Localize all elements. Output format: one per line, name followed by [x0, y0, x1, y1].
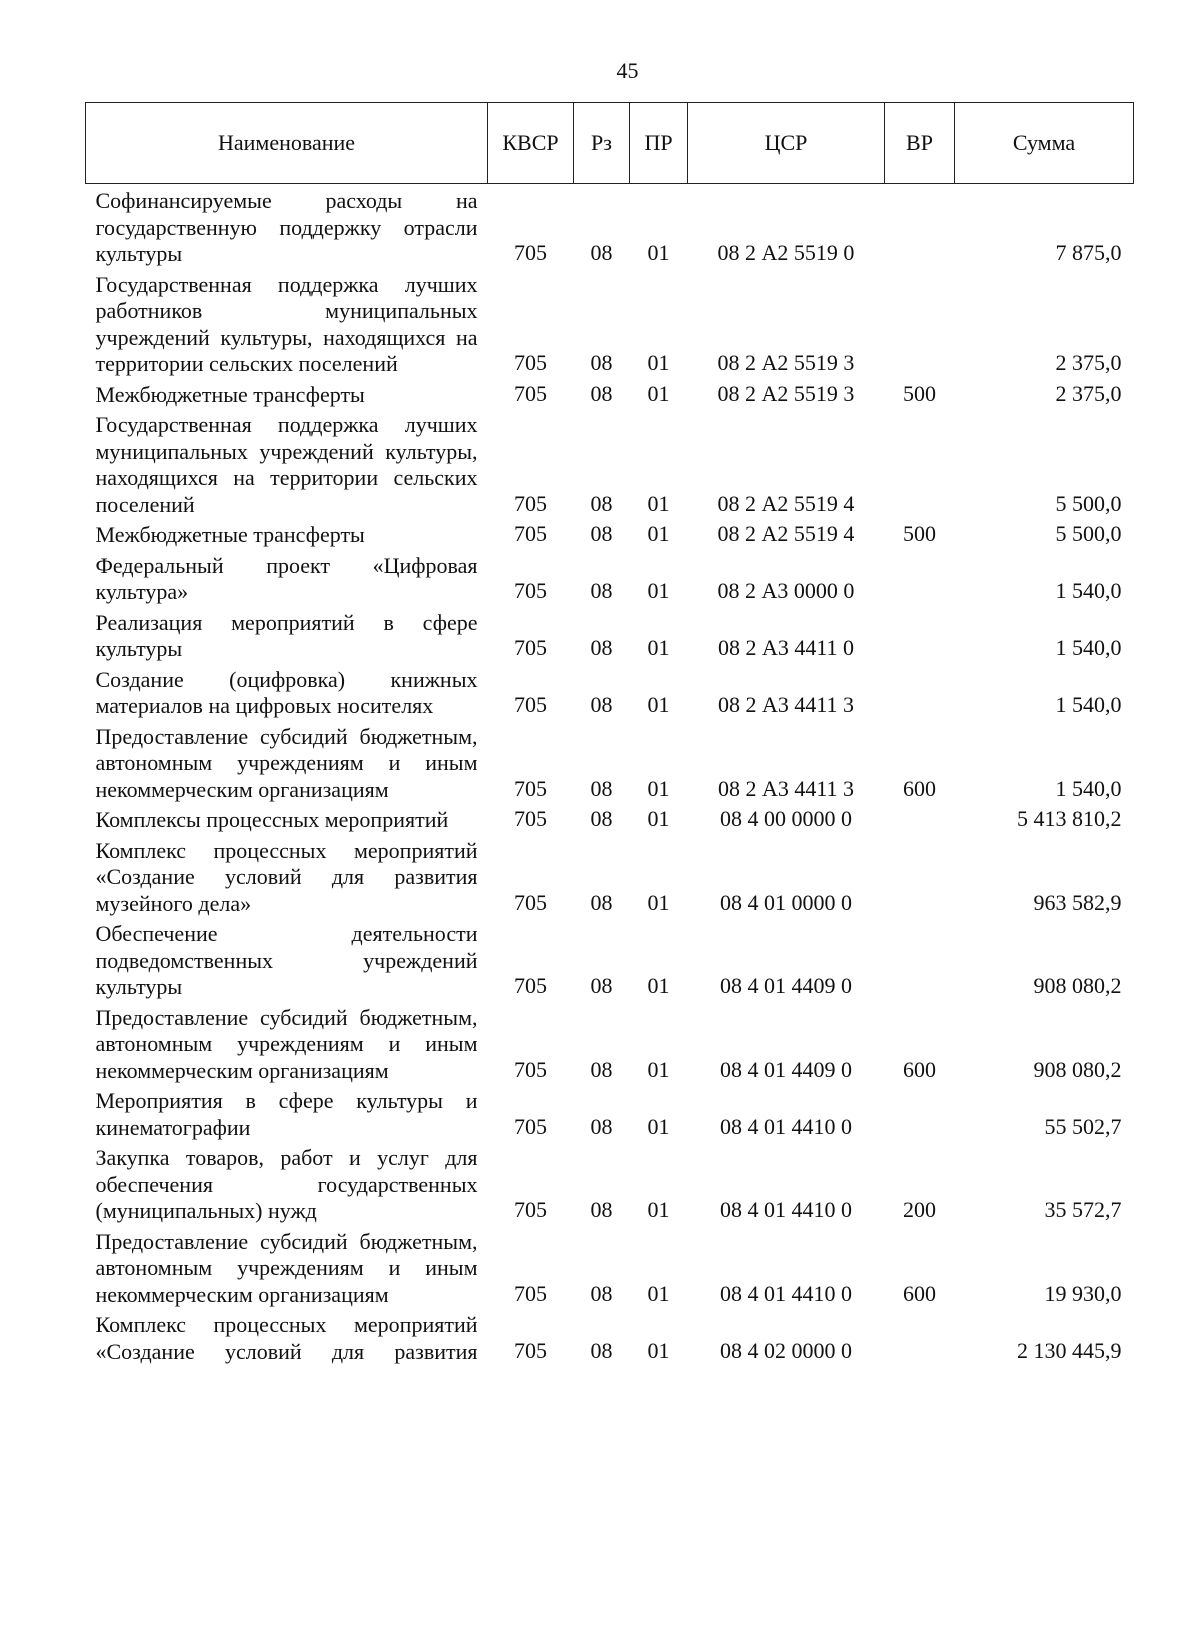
table-row	[86, 919, 1134, 1003]
cell-rz: 08	[590, 240, 613, 265]
cell-kvsr: 705	[514, 889, 547, 915]
cell-kvsr: 705	[514, 1197, 547, 1222]
cell-name: Комплексы процессных мероприятий	[95, 807, 449, 832]
cell-vr: 200	[903, 1197, 936, 1222]
cell-csr: 08 4 00 0000 0	[720, 806, 852, 831]
cell-name: Предоставление субсидий бюджетным, автономным учреждениям и иным некоммерческим организациям	[95, 1228, 478, 1307]
cell-vr	[885, 836, 955, 920]
cell-name: Предоставление субсидий бюджетным, автономным учреждениям и иным некоммерческим организациям	[95, 723, 478, 802]
table-row	[86, 836, 1134, 920]
cell-kvsr: 705	[514, 775, 547, 801]
cell-kvsr: 705	[514, 240, 547, 265]
cell-pr: 01	[647, 635, 670, 660]
cell-pr: 01	[647, 806, 670, 831]
cell-pr: 01	[647, 1280, 670, 1306]
cell-kvsr: 705	[514, 635, 547, 660]
table-row	[86, 1003, 1134, 1087]
table-row	[86, 520, 1134, 551]
cell-sum: 2 375,0	[1055, 380, 1122, 406]
table-body	[86, 184, 1134, 1368]
cell-vr	[885, 1310, 955, 1367]
cell-vr: 500	[903, 380, 936, 406]
cell-rz: 08	[590, 350, 613, 375]
cell-pr: 01	[647, 350, 670, 375]
cell-csr: 08 2 А3 4411 0	[717, 635, 855, 660]
cell-sum: 1 540,0	[1055, 775, 1122, 801]
cell-pr: 01	[647, 889, 670, 915]
cell-name: Государственная поддержка лучших муниципальных учреждений культуры, находящихся на территории сельских поселений	[95, 412, 478, 517]
cell-csr: 08 2 А2 5519 3	[717, 350, 855, 375]
cell-csr: 08 4 01 4409 0	[720, 1056, 852, 1082]
cell-rz: 08	[590, 380, 613, 406]
cell-name: Создание (оцифровка) книжных материалов на цифровых носителях	[95, 666, 478, 718]
cell-sum: 35 572,7	[1044, 1197, 1122, 1222]
cell-vr	[885, 665, 955, 722]
cell-name: Межбюджетные трансферты	[95, 381, 365, 407]
cell-sum: 908 080,2	[1033, 973, 1122, 998]
cell-rz: 08	[590, 490, 613, 516]
cell-rz: 08	[590, 1197, 613, 1222]
cell-sum: 1 540,0	[1055, 578, 1122, 603]
cell-kvsr: 705	[514, 490, 547, 516]
cell-vr: 500	[903, 521, 936, 546]
cell-vr	[885, 551, 955, 608]
cell-vr	[885, 919, 955, 1003]
cell-pr: 01	[647, 775, 670, 801]
cell-pr: 01	[647, 1337, 670, 1363]
cell-kvsr: 705	[514, 692, 547, 717]
table-row	[86, 805, 1134, 836]
cell-name: Предоставление субсидий бюджетным, автономным учреждениям и иным некоммерческим организациям	[95, 1004, 478, 1083]
cell-kvsr: 705	[514, 806, 547, 831]
cell-rz: 08	[590, 1280, 613, 1306]
cell-vr	[885, 805, 955, 836]
cell-vr: 600	[903, 775, 936, 801]
table-row	[86, 551, 1134, 608]
cell-csr: 08 4 01 0000 0	[720, 889, 852, 915]
cell-vr	[885, 1086, 955, 1143]
cell-rz: 08	[590, 889, 613, 915]
budget-table	[85, 102, 1134, 1367]
cell-name: Обеспечение деятельности подведомственных учреждений культуры	[95, 921, 478, 999]
cell-kvsr: 705	[514, 380, 547, 406]
cell-csr: 08 2 А2 5519 0	[717, 240, 855, 265]
cell-sum: 19 930,0	[1044, 1280, 1122, 1306]
table-row	[86, 1227, 1134, 1311]
table-header	[86, 103, 1134, 184]
header-vr: ВР	[885, 103, 955, 184]
cell-name: Закупка товаров, работ и услуг для обеспечения государственных (муниципальных) нужд	[95, 1145, 478, 1223]
cell-name: Реализация мероприятий в сфере культуры	[95, 609, 478, 661]
cell-sum: 5 500,0	[1055, 490, 1122, 516]
cell-vr	[885, 270, 955, 380]
cell-pr: 01	[647, 521, 670, 546]
cell-csr: 08 2 А3 4411 3	[717, 775, 855, 801]
cell-rz: 08	[590, 1056, 613, 1082]
cell-kvsr: 705	[514, 973, 547, 998]
cell-sum: 908 080,2	[1033, 1056, 1122, 1082]
cell-csr: 08 2 А3 4411 3	[717, 692, 855, 717]
cell-sum: 5 413 810,2	[1017, 806, 1122, 831]
cell-rz: 08	[590, 806, 613, 831]
cell-sum: 1 540,0	[1055, 635, 1122, 660]
cell-name: Комплекс процессных мероприятий «Создание условий для развития	[95, 1312, 478, 1364]
cell-vr: 600	[903, 1056, 936, 1082]
cell-pr: 01	[647, 1197, 670, 1222]
cell-sum: 2 130 445,9	[1017, 1337, 1122, 1363]
cell-rz: 08	[590, 775, 613, 801]
cell-sum: 7 875,0	[1055, 240, 1122, 265]
cell-kvsr: 705	[514, 1337, 547, 1363]
cell-pr: 01	[647, 490, 670, 516]
cell-pr: 01	[647, 1056, 670, 1082]
cell-pr: 01	[647, 240, 670, 265]
table-row	[86, 184, 1134, 270]
cell-name: Мероприятия в сфере культуры и кинематографии	[95, 1088, 478, 1140]
cell-name: Федеральный проект «Цифровая культура»	[95, 552, 478, 604]
table-row	[86, 410, 1134, 520]
cell-name: Межбюджетные трансферты	[95, 522, 365, 547]
cell-vr	[885, 410, 955, 520]
cell-name: Софинансируемые расходы на государственную поддержку отрасли культуры	[95, 188, 478, 266]
page-number: 45	[616, 58, 639, 83]
cell-csr: 08 4 02 0000 0	[720, 1337, 852, 1363]
cell-name: Государственная поддержка лучших работников муниципальных учреждений культуры, находящихся на территории сельских поселений	[95, 271, 478, 376]
cell-csr: 08 4 01 4410 0	[720, 1113, 852, 1139]
cell-kvsr: 705	[514, 1056, 547, 1082]
header-name: Наименование	[86, 103, 488, 184]
table-row	[86, 270, 1134, 380]
cell-csr: 08 4 01 4410 0	[720, 1280, 852, 1306]
cell-rz: 08	[590, 692, 613, 717]
cell-vr: 600	[903, 1280, 936, 1306]
table-row	[86, 665, 1134, 722]
cell-sum: 1 540,0	[1055, 692, 1122, 717]
cell-sum: 5 500,0	[1055, 521, 1122, 546]
table-row	[86, 1310, 1134, 1367]
cell-kvsr: 705	[514, 578, 547, 603]
cell-csr: 08 2 А3 0000 0	[717, 578, 855, 603]
cell-name: Комплекс процессных мероприятий «Создание условий для развития музейного дела»	[95, 837, 478, 916]
cell-csr: 08 4 01 4409 0	[720, 973, 852, 998]
table-row	[86, 1086, 1134, 1143]
cell-kvsr: 705	[514, 521, 547, 546]
cell-vr	[885, 184, 955, 270]
cell-csr: 08 2 А2 5519 4	[717, 490, 855, 516]
cell-sum: 963 582,9	[1033, 889, 1122, 915]
cell-pr: 01	[647, 578, 670, 603]
cell-pr: 01	[647, 692, 670, 717]
cell-rz: 08	[590, 1337, 613, 1363]
cell-pr: 01	[647, 1113, 670, 1139]
cell-kvsr: 705	[514, 350, 547, 375]
cell-csr: 08 2 А2 5519 3	[717, 380, 855, 406]
header-csr: ЦСР	[688, 103, 885, 184]
header-sum: Сумма	[955, 103, 1134, 184]
cell-kvsr: 705	[514, 1113, 547, 1139]
table-row	[86, 722, 1134, 806]
cell-pr: 01	[647, 380, 670, 406]
header-rz: Рз	[574, 103, 630, 184]
cell-sum: 55 502,7	[1044, 1113, 1122, 1139]
cell-rz: 08	[590, 578, 613, 603]
cell-rz: 08	[590, 521, 613, 546]
table-row	[86, 1143, 1134, 1227]
table-row	[86, 380, 1134, 411]
cell-rz: 08	[590, 1113, 613, 1139]
cell-csr: 08 2 А2 5519 4	[717, 521, 855, 546]
header-row	[86, 103, 1134, 184]
cell-kvsr: 705	[514, 1280, 547, 1306]
cell-csr: 08 4 01 4410 0	[720, 1197, 852, 1222]
header-pr: ПР	[630, 103, 688, 184]
table-row	[86, 608, 1134, 665]
cell-pr: 01	[647, 973, 670, 998]
cell-rz: 08	[590, 973, 613, 998]
header-kvsr: КВСР	[488, 103, 574, 184]
cell-rz: 08	[590, 635, 613, 660]
cell-sum: 2 375,0	[1055, 350, 1122, 375]
cell-vr	[885, 608, 955, 665]
